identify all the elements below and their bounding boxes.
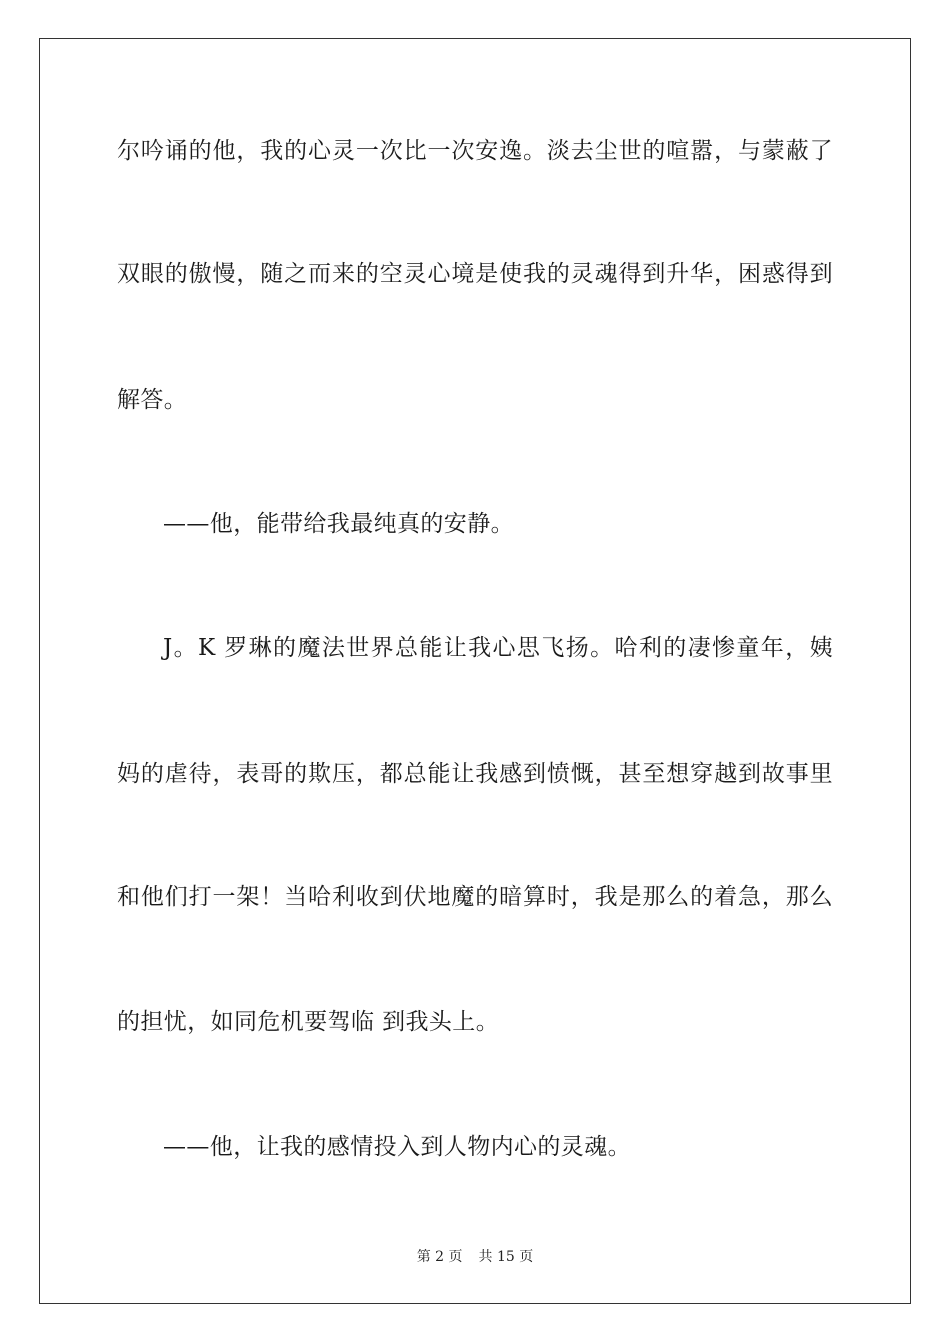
paragraph-line: 尔吟诵的他，我的心灵一次比一次安逸。淡去尘世的喧嚣，与蒙蔽了 [117, 138, 833, 164]
paragraph-line: 妈的虐待，表哥的欺压，都总能让我感到愤慨，甚至想穿越到故事里 [117, 761, 833, 787]
page-total: 共 15 页 [478, 1249, 534, 1265]
paragraph-line: J。K 罗琳的魔法世界总能让我心思飞扬。哈利的凄惨童年，姨 [163, 635, 833, 661]
paragraph-line: 解答。 [117, 387, 188, 413]
paragraph-line: ——他，能带给我最纯真的安静。 [163, 511, 514, 537]
page-frame [39, 38, 911, 1304]
page-footer [0, 1248, 950, 1266]
paragraph-line: 的担忧，如同危机要驾临 到我头上。 [117, 1009, 500, 1035]
paragraph-line: ——他，让我的感情投入到人物内心的灵魂。 [163, 1134, 631, 1160]
page-number: 第 2 页 [416, 1249, 463, 1265]
paragraph-line: 双眼的傲慢，随之而来的空灵心境是使我的灵魂得到升华，困惑得到 [117, 261, 833, 287]
paragraph-line: 和他们打一架！当哈利收到伏地魔的暗算时，我是那么的着急，那么 [117, 884, 833, 910]
